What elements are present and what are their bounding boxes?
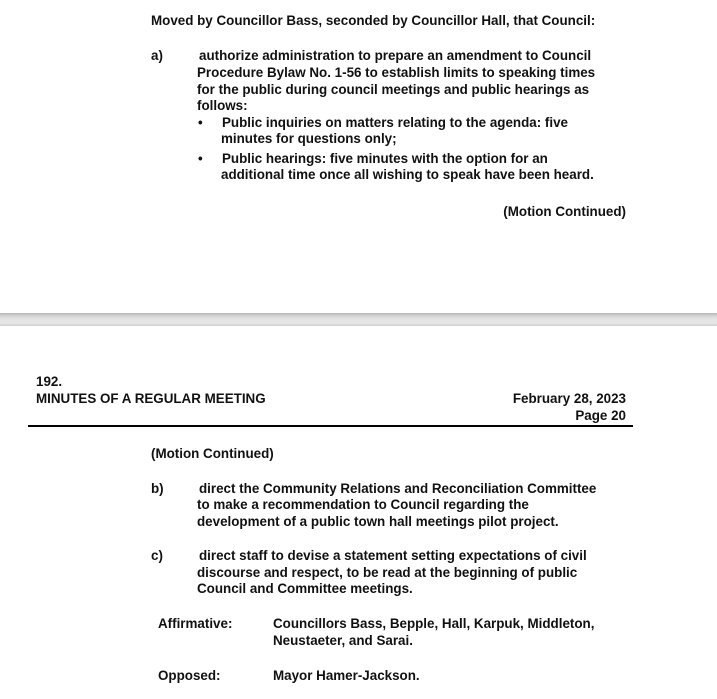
page-separator (0, 313, 717, 326)
item-b-line: to make a recommendation to Council regarding the (197, 497, 529, 512)
item-a-line: for the public during council meetings and public hearings as (197, 82, 590, 97)
meeting-date: February 28, 2023 (512, 391, 626, 406)
item-c-line: direct staff to devise a statement setting expectations of civil (199, 548, 587, 563)
page-number: Page 20 (575, 408, 626, 423)
document-title: MINUTES OF A REGULAR MEETING (36, 391, 266, 406)
item-a-label: a) (151, 48, 163, 63)
item-c-line: discourse and respect, to be read at the beginning of public (197, 565, 578, 580)
item-a-line: follows: (197, 98, 248, 113)
item-c-line: Council and Committee meetings. (197, 581, 413, 596)
affirmative-names: Councillors Bass, Bepple, Hall, Karpuk, Middleton, (273, 616, 595, 631)
motion-continued-heading: (Motion Continued) (151, 446, 274, 461)
header-rule (28, 425, 633, 427)
item-c-label: c) (151, 548, 163, 563)
item-b-line: direct the Community Relations and Reconciliation Committee (199, 481, 597, 496)
page-number-prefix: 192. (36, 374, 63, 389)
bullet-text: additional time once all wishing to speak have been heard. (221, 167, 594, 182)
bullet-text: minutes for questions only; (221, 131, 397, 146)
motion-continued-note: (Motion Continued) (503, 204, 626, 219)
item-a-line: authorize administration to prepare an amendment to Council (199, 48, 592, 63)
item-a-line: Procedure Bylaw No. 1-56 to establish limits to speaking times (197, 65, 596, 80)
bullet-icon: • (198, 115, 203, 130)
item-b-label: b) (151, 481, 164, 496)
opposed-label: Opposed: (158, 668, 221, 683)
opposed-names: Mayor Hamer-Jackson. (273, 668, 420, 683)
motion-moved-line: Moved by Councillor Bass, seconded by Councillor Hall, that Council: (151, 13, 596, 28)
affirmative-names: Neustaeter, and Sarai. (273, 633, 413, 648)
bullet-text: Public inquiries on matters relating to the agenda: five (222, 115, 568, 130)
affirmative-label: Affirmative: (158, 616, 233, 631)
bullet-icon: • (198, 151, 203, 166)
item-b-line: development of a public town hall meetings pilot project. (197, 514, 559, 529)
bullet-text: Public hearings: five minutes with the option for an (222, 151, 548, 166)
